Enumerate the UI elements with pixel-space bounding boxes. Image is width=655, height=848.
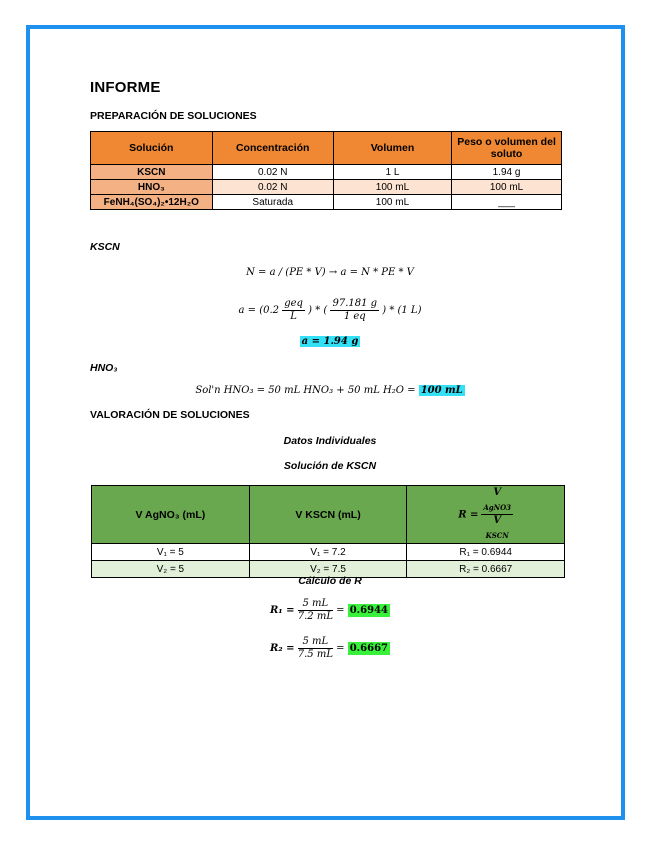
val-table (91, 485, 565, 578)
kscn-label: KSCN (90, 241, 120, 253)
cell: 100 mL (452, 180, 562, 195)
kscn-equation-1 (180, 267, 480, 278)
col-volumen: Volumen (333, 132, 451, 165)
r2-frac (298, 636, 333, 661)
cell: KSCN (91, 165, 213, 180)
cell: V₁ = 7.2 (249, 544, 407, 561)
prep-heading: PREPARACIÓN DE SOLUCIONES (90, 110, 257, 122)
calc-heading: Cálculo de R (298, 575, 362, 587)
r1-num: 5 mL (298, 598, 333, 611)
cell: 0.02 N (212, 180, 333, 195)
cell: 100 mL (333, 180, 451, 195)
val-table-header (92, 486, 565, 544)
table-row (91, 180, 562, 195)
prep-table (90, 131, 562, 210)
kscn-result-row (230, 336, 430, 347)
eq2-num: 97.181 g (332, 298, 378, 309)
eq2-frac-1 (282, 298, 305, 323)
cell: ___ (452, 195, 562, 210)
r1-equation: R₁ = $\frac{5 mL}{7.2 mL}$ = 0.6944 (270, 598, 388, 622)
cell: 1.94 g (452, 165, 562, 180)
eq2-left: a = (0.2 (238, 305, 280, 316)
table-row (91, 195, 562, 210)
r2-equation: R₂ = $\frac{5 mL}{7.5 mL}$ = 0.6667 (270, 636, 388, 660)
col-concentracion: Concentración (212, 132, 333, 165)
col-v-agno3: V AgNO₃ (mL) (92, 486, 250, 544)
col-v-kscn: V KSCN (mL) (249, 486, 407, 544)
r-frac-den (481, 515, 513, 542)
cell: 100 mL (333, 195, 451, 210)
r-frac-num (481, 487, 513, 515)
eq2-geq: geq (284, 298, 303, 309)
r1-frac (298, 598, 333, 623)
kscn-equation-2: a = (0.2 $\frac{\text{geq}}{L}$ ) * ( $\frac{97.181 g}{1 eq}$ ) * (1 L) (238, 298, 422, 322)
r-den-v: V (493, 515, 502, 526)
report-title: INFORME (90, 79, 161, 96)
table-row (92, 544, 565, 561)
cell: R₁ = 0.6944 (407, 544, 565, 561)
cell: R₂ = 0.6667 (407, 561, 565, 578)
hno3-label: HNO₃ (90, 362, 118, 374)
hno3-equation (120, 385, 540, 396)
cell: V₂ = 5 (92, 561, 250, 578)
cell: 1 L (333, 165, 451, 180)
eq2-den: 1 eq (343, 311, 366, 322)
r2-label: R₂ = (270, 643, 295, 654)
r2-num: 5 mL (298, 636, 333, 649)
cell: Saturada (212, 195, 333, 210)
cell: HNO₃ (91, 180, 213, 195)
hno3-eq-text: Sol'n HNO₃ = 50 mL HNO₃ + 50 mL H₂O = (195, 385, 419, 396)
datos-heading: Datos Individuales (283, 435, 377, 447)
kscn-result: a = 1.94 g (301, 336, 359, 347)
hno3-result: 100 mL (420, 385, 463, 396)
r1-result: 0.6944 (349, 605, 388, 616)
r2-den: 7.5 mL (297, 649, 333, 660)
cell: V₁ = 5 (92, 544, 250, 561)
val-heading: VALORACIÓN DE SOLUCIONES (90, 409, 250, 421)
table-row (91, 165, 562, 180)
cell: FeNH₄(SO₄)₂•12H₂O (91, 195, 213, 210)
r-den-sub: KSCN (485, 531, 509, 540)
eq2-L: L (290, 311, 297, 322)
r-num-v: V (493, 487, 502, 498)
kscn-eq1-text: N = a / (PE * V) → a = N * PE * V (246, 267, 414, 278)
r-eq-label: R = (458, 509, 479, 521)
r-num-sub: AgNO3 (483, 503, 512, 512)
cell: 0.02 N (212, 165, 333, 180)
col-r (407, 486, 565, 544)
sol-kscn-heading: Solución de KSCN (283, 460, 377, 472)
r2-result: 0.6667 (349, 643, 388, 654)
eq2-right: ) * (1 L) (382, 305, 422, 316)
r-frac (481, 487, 513, 542)
col-solucion: Solución (91, 132, 213, 165)
r1-label: R₁ = (270, 605, 295, 616)
col-peso: Peso o volumen del soluto (452, 132, 562, 165)
prep-table-header (91, 132, 562, 165)
r1-den: 7.2 mL (297, 611, 333, 622)
eq2-frac-2 (330, 298, 379, 323)
cell: V₂ = 7.5 (249, 561, 407, 578)
